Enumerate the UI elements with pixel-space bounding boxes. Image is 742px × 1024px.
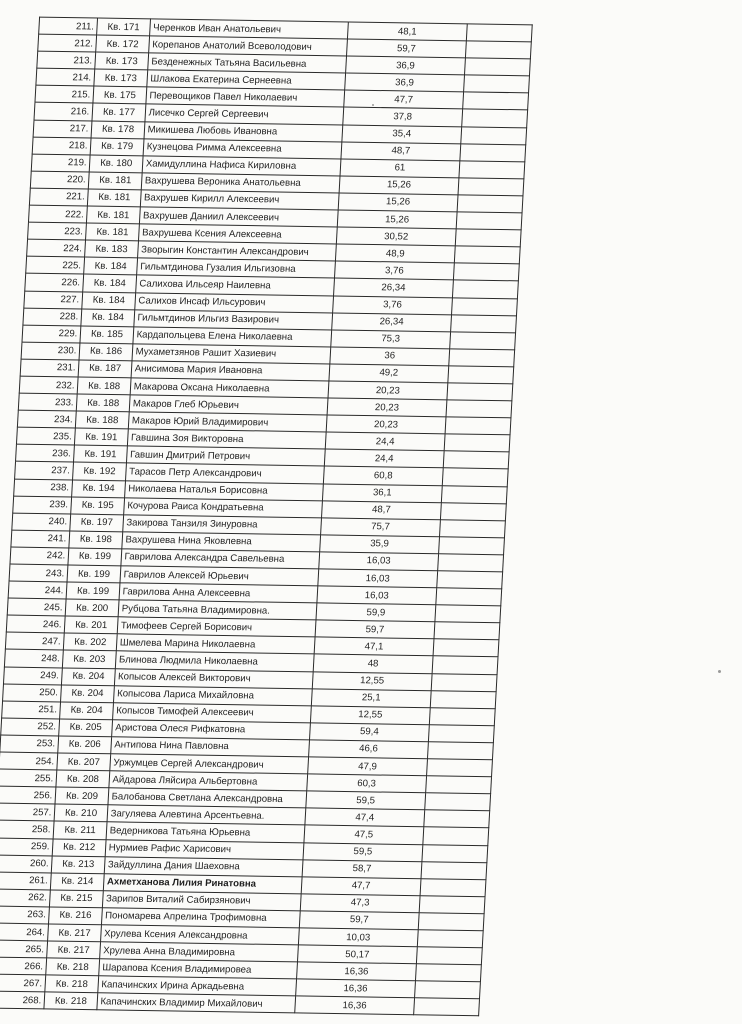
- empty-cell: [423, 827, 488, 845]
- apartment-cell: Кв. 184: [83, 274, 136, 292]
- owner-name-cell: Перевощиков Павел Николаевич: [146, 87, 345, 107]
- area-cell: 50,17: [297, 945, 418, 964]
- apartment-cell: Кв. 184: [84, 257, 137, 275]
- row-number: 231.: [20, 359, 79, 377]
- owner-name-cell: Гильмтдинова Гузалия Ильгизовна: [136, 258, 335, 278]
- empty-cell: [453, 280, 518, 298]
- row-number: 260.: [0, 855, 53, 873]
- row-number: 215.: [35, 86, 94, 104]
- row-number: 213.: [37, 51, 96, 69]
- empty-cell: [461, 126, 526, 144]
- area-cell: 16,03: [317, 569, 438, 588]
- owner-name-cell: Тимофеев Сергей Борисович: [117, 617, 316, 637]
- area-cell: 60,3: [306, 774, 427, 793]
- row-number: 220.: [30, 171, 89, 189]
- empty-cell: [436, 588, 501, 606]
- apartment-cell: Кв. 210: [54, 804, 107, 822]
- apartment-cell: Кв. 206: [58, 736, 111, 754]
- empty-cell: [463, 92, 528, 110]
- apartment-cell: Кв. 179: [91, 138, 144, 156]
- owner-name-cell: Черенков Иван Анатольевич: [149, 19, 348, 39]
- apartment-cell: Кв. 215: [50, 890, 103, 908]
- owner-name-cell: Тарасов Петр Александрович: [125, 463, 324, 483]
- scan-speck: [372, 104, 374, 106]
- owner-name-cell: Капачинских Владимир Михайлович: [97, 993, 296, 1013]
- area-cell: 26,34: [331, 313, 452, 332]
- row-number: 221.: [29, 188, 88, 206]
- row-number: 232.: [19, 376, 78, 394]
- row-number: 226.: [25, 274, 84, 292]
- row-number: 214.: [36, 68, 95, 86]
- owner-name-cell: Аристова Олеся Рифкатовна: [111, 720, 310, 740]
- row-number: 227.: [24, 291, 83, 309]
- apartment-cell: Кв. 188: [77, 394, 130, 412]
- area-cell: 47,4: [304, 808, 425, 827]
- row-number: 212.: [38, 34, 97, 52]
- empty-cell: [420, 896, 485, 914]
- area-cell: 3,76: [332, 295, 453, 314]
- empty-cell: [442, 485, 507, 503]
- owner-name-cell: Корепанов Анатолий Всеволодович: [148, 36, 347, 56]
- scan-speck: [718, 670, 721, 673]
- apartment-cell: Кв. 181: [86, 223, 139, 241]
- empty-cell: [433, 656, 498, 674]
- owner-name-cell: Загуляева Алевтина Арсентьевна.: [107, 805, 306, 825]
- row-number: 228.: [23, 308, 82, 326]
- area-cell: 20,23: [326, 415, 447, 434]
- owner-name-cell: Ахметханова Лилия Ринатовна: [103, 873, 302, 893]
- area-cell: 24,4: [325, 432, 446, 451]
- row-number: 223.: [28, 222, 87, 240]
- owner-name-cell: Шарапова Ксения Владимировеа: [98, 959, 297, 979]
- owner-name-cell: Гаврилова Александра Савельевна: [121, 549, 320, 569]
- empty-cell: [429, 725, 494, 743]
- empty-cell: [440, 520, 505, 538]
- row-number: 250.: [3, 684, 62, 702]
- empty-cell: [426, 776, 491, 794]
- empty-cell: [416, 964, 481, 982]
- apartment-cell: Кв. 209: [55, 787, 108, 805]
- apartment-cell: Кв. 216: [49, 907, 102, 925]
- row-number: 246.: [6, 615, 65, 633]
- area-cell: 12,55: [310, 706, 431, 725]
- apartment-cell: Кв. 212: [53, 838, 106, 856]
- empty-cell: [421, 861, 486, 879]
- empty-cell: [462, 109, 527, 127]
- owner-name-cell: Лисечко Сергей Сергеевич: [145, 104, 344, 124]
- area-cell: 47,3: [300, 894, 421, 913]
- row-number: 237.: [15, 462, 74, 480]
- row-number: 261.: [0, 872, 52, 890]
- row-number: 230.: [21, 342, 80, 360]
- empty-cell: [459, 161, 524, 179]
- empty-cell: [448, 366, 513, 384]
- area-cell: 26,34: [333, 278, 454, 297]
- owners-table: [0, 17, 533, 1017]
- empty-cell: [433, 639, 498, 657]
- empty-cell: [425, 793, 490, 811]
- empty-cell: [437, 571, 502, 589]
- owner-name-cell: Кардапольцева Елена Николаевна: [133, 327, 332, 347]
- owner-name-cell: Николаева Наталья Борисовна: [124, 480, 323, 500]
- area-cell: 59,5: [303, 842, 424, 861]
- row-number: 254.: [0, 752, 58, 770]
- area-cell: 35,4: [341, 125, 462, 144]
- apartment-cell: Кв. 217: [48, 924, 101, 942]
- empty-cell: [451, 314, 516, 332]
- empty-cell: [445, 434, 510, 452]
- owner-name-cell: Шлакова Екатерина Сернеевна: [146, 70, 345, 90]
- owner-name-cell: Безденежных Татьяна Васильевна: [147, 53, 346, 73]
- apartment-cell: Кв. 199: [67, 565, 120, 583]
- area-cell: 10,03: [298, 928, 419, 947]
- apartment-cell: Кв. 218: [44, 992, 97, 1010]
- owner-name-cell: Копысов Тимофей Алексеевич: [112, 703, 311, 723]
- owner-name-cell: Гавшин Дмитрий Петрович: [126, 446, 325, 466]
- empty-cell: [464, 75, 529, 93]
- empty-cell: [457, 195, 522, 213]
- empty-cell: [467, 24, 532, 42]
- apartment-cell: Кв. 218: [45, 975, 98, 993]
- owner-name-cell: Микишева Любовь Ивановна: [144, 121, 343, 141]
- owner-name-cell: Зарипов Виталий Сабирзянович: [102, 891, 301, 911]
- empty-cell: [443, 468, 508, 486]
- apartment-cell: Кв. 214: [51, 873, 104, 891]
- area-cell: 16,03: [316, 586, 437, 605]
- owner-name-cell: Хрулева Ксения Александровна: [100, 925, 299, 945]
- empty-cell: [431, 690, 496, 708]
- apartment-cell: Кв. 180: [90, 155, 143, 173]
- empty-cell: [455, 246, 520, 264]
- owner-name-cell: Салихова Ильсеяр Наилевна: [135, 275, 334, 295]
- apartment-cell: Кв. 199: [68, 548, 121, 566]
- row-number: 256.: [0, 786, 56, 804]
- area-cell: 25,1: [311, 689, 432, 708]
- owners-table-body: [0, 17, 532, 1016]
- row-number: 238.: [14, 479, 73, 497]
- owner-name-cell: Вахрушева Нина Яковлевна: [122, 532, 321, 552]
- area-cell: 48,9: [335, 244, 456, 263]
- owner-name-cell: Антипова Нина Павловна: [110, 737, 309, 757]
- area-cell: 36,9: [345, 56, 466, 75]
- empty-cell: [419, 913, 484, 931]
- area-cell: 3,76: [334, 261, 455, 280]
- apartment-cell: Кв. 181: [87, 206, 140, 224]
- owner-name-cell: Кочурова Раиса Кондратьевна: [123, 497, 322, 517]
- area-cell: 37,8: [342, 107, 463, 126]
- apartment-cell: Кв. 181: [89, 172, 142, 190]
- row-number: 267.: [0, 974, 46, 992]
- apartment-cell: Кв. 191: [75, 428, 128, 446]
- row-number: 252.: [1, 718, 60, 736]
- owner-name-cell: Кузнецова Римма Алексеевна: [143, 139, 342, 159]
- area-cell: 61: [340, 159, 461, 178]
- row-number: 217.: [33, 120, 92, 138]
- row-number: 247.: [5, 632, 64, 650]
- owner-name-cell: Ведерникова Татьяна Юрьевна: [106, 822, 305, 842]
- owner-name-cell: Балобанова Светлана Александровна: [108, 788, 307, 808]
- row-number: 262.: [0, 889, 51, 907]
- owner-name-cell: Вахрушева Вероника Анатольевна: [141, 173, 340, 193]
- apartment-cell: Кв. 218: [46, 958, 99, 976]
- owner-name-cell: Зайдуллина Дания Шаеховна: [104, 856, 303, 876]
- row-number: 253.: [0, 735, 59, 753]
- apartment-cell: Кв. 200: [66, 599, 119, 617]
- row-number: 224.: [27, 239, 86, 257]
- area-cell: 47,7: [343, 90, 464, 109]
- apartment-cell: Кв. 184: [82, 292, 135, 310]
- row-number: 244.: [8, 581, 67, 599]
- empty-cell: [447, 383, 512, 401]
- apartment-cell: Кв. 173: [94, 69, 147, 87]
- owner-name-cell: Шмелева Марина Николаевна: [116, 634, 315, 654]
- empty-cell: [427, 759, 492, 777]
- empty-cell: [435, 605, 500, 623]
- area-cell: 49,2: [328, 364, 449, 383]
- area-cell: 15,26: [337, 210, 458, 229]
- owner-name-cell: Анисимова Мария Ивановна: [131, 361, 330, 381]
- area-cell: 16,36: [295, 979, 416, 998]
- area-cell: 48: [313, 654, 434, 673]
- area-cell: 15,26: [339, 176, 460, 195]
- empty-cell: [444, 451, 509, 469]
- area-cell: 46,6: [308, 740, 429, 759]
- empty-cell: [432, 673, 497, 691]
- area-cell: 59,5: [305, 791, 426, 810]
- area-cell: 59,7: [299, 911, 420, 930]
- empty-cell: [456, 229, 521, 247]
- owner-name-cell: Нурмиев Рафис Харисович: [105, 839, 304, 859]
- row-number: 235.: [16, 427, 75, 445]
- empty-cell: [424, 810, 489, 828]
- apartment-cell: Кв. 198: [69, 531, 122, 549]
- empty-cell: [430, 708, 495, 726]
- owner-name-cell: Гильмтдинов Ильгиз Вазирович: [134, 309, 333, 329]
- owner-name-cell: Хрулева Анна Владимировна: [99, 942, 298, 962]
- row-number: 259.: [0, 838, 54, 856]
- owner-name-cell: Макарова Оксана Николаевна: [130, 378, 329, 398]
- owner-name-cell: Макаров Юрий Владимирович: [128, 412, 327, 432]
- area-cell: 59,7: [315, 620, 436, 639]
- empty-cell: [458, 178, 523, 196]
- apartment-cell: Кв. 197: [70, 514, 123, 532]
- row-number: 251.: [2, 701, 61, 719]
- area-cell: 16,03: [318, 552, 439, 571]
- row-number: 264.: [0, 923, 49, 941]
- empty-cell: [414, 998, 479, 1016]
- row-number: 225.: [26, 256, 85, 274]
- empty-cell: [466, 41, 531, 59]
- empty-cell: [434, 622, 499, 640]
- empty-cell: [415, 981, 480, 999]
- apartment-cell: Кв. 204: [61, 685, 114, 703]
- apartment-cell: Кв. 171: [97, 18, 150, 36]
- owner-name-cell: Мухаметзянов Рашит Хазиевич: [132, 344, 331, 364]
- row-number: 211.: [39, 17, 98, 35]
- row-number: 248.: [4, 650, 63, 668]
- area-cell: 47,7: [301, 877, 422, 896]
- apartment-cell: Кв. 183: [85, 240, 138, 258]
- area-cell: 16,36: [294, 996, 415, 1015]
- area-cell: 48,1: [347, 22, 468, 41]
- area-cell: 47,5: [303, 825, 424, 844]
- area-cell: 59,4: [309, 723, 430, 742]
- row-number: 241.: [11, 530, 70, 548]
- area-cell: 59,9: [315, 603, 436, 622]
- apartment-cell: Кв. 188: [76, 411, 129, 429]
- area-cell: 12,55: [312, 671, 433, 690]
- apartment-cell: Кв. 202: [64, 633, 117, 651]
- row-number: 233.: [18, 393, 77, 411]
- empty-cell: [457, 212, 522, 230]
- apartment-cell: Кв. 191: [74, 445, 127, 463]
- row-number: 263.: [0, 906, 50, 924]
- area-cell: 36,1: [322, 483, 443, 502]
- empty-cell: [422, 844, 487, 862]
- owner-name-cell: Гаврилова Анна Алексеевна: [119, 583, 318, 603]
- empty-cell: [465, 58, 530, 76]
- row-number: 229.: [22, 325, 81, 343]
- owner-name-cell: Копысов Алексей Викторович: [114, 668, 313, 688]
- owner-name-cell: Рубцова Татьяна Владимировна.: [118, 600, 317, 620]
- apartment-cell: Кв. 177: [92, 104, 145, 122]
- row-number: 242.: [10, 547, 69, 565]
- area-cell: 35,9: [319, 535, 440, 554]
- owner-name-cell: Вахрушев Даниил Алексеевич: [139, 207, 338, 227]
- row-number: 255.: [0, 769, 57, 787]
- apartment-cell: Кв. 181: [88, 189, 141, 207]
- empty-cell: [418, 930, 483, 948]
- apartment-cell: Кв. 192: [73, 462, 126, 480]
- area-cell: 30,52: [336, 227, 457, 246]
- area-cell: 24,4: [324, 449, 445, 468]
- apartment-cell: Кв. 204: [62, 668, 115, 686]
- empty-cell: [449, 349, 514, 367]
- row-number: 236.: [16, 444, 75, 462]
- row-number: 266.: [0, 957, 47, 975]
- empty-cell: [446, 400, 511, 418]
- apartment-cell: Кв. 187: [79, 360, 132, 378]
- area-cell: 36: [329, 347, 450, 366]
- row-number: 216.: [34, 103, 93, 121]
- owner-name-cell: Закирова Танзиля Зинуровна: [122, 515, 321, 535]
- row-number: 219.: [31, 154, 90, 172]
- apartment-cell: Кв. 204: [60, 702, 113, 720]
- area-cell: 47,9: [307, 757, 428, 776]
- owner-name-cell: Копысова Лариса Михайловна: [113, 685, 312, 705]
- empty-cell: [428, 742, 493, 760]
- empty-cell: [417, 947, 482, 965]
- owner-name-cell: Вахрушева Ксения Алексеевна: [138, 224, 337, 244]
- area-cell: 20,23: [327, 398, 448, 417]
- area-cell: 36,9: [344, 73, 465, 92]
- owner-name-cell: Блинова Людмила Николаевна: [115, 651, 314, 671]
- owner-name-cell: Гаврилов Алексей Юрьевич: [120, 566, 319, 586]
- apartment-cell: Кв. 178: [91, 121, 144, 139]
- empty-cell: [420, 878, 485, 896]
- empty-cell: [460, 144, 525, 162]
- row-number: 249.: [3, 667, 62, 685]
- row-number: 234.: [17, 410, 76, 428]
- apartment-cell: Кв. 211: [54, 821, 107, 839]
- owner-name-cell: Уржумцев Сергей Александрович: [109, 754, 308, 774]
- empty-cell: [441, 502, 506, 520]
- row-number: 265.: [0, 940, 48, 958]
- apartment-cell: Кв. 217: [47, 941, 100, 959]
- row-number: 239.: [13, 496, 72, 514]
- apartment-cell: Кв. 186: [79, 343, 132, 361]
- apartment-cell: Кв. 194: [72, 480, 125, 498]
- area-cell: 60,8: [323, 466, 444, 485]
- apartment-cell: Кв. 207: [57, 753, 110, 771]
- apartment-cell: Кв. 173: [95, 52, 148, 70]
- row-number: 240.: [12, 513, 71, 531]
- area-cell: 48,7: [340, 142, 461, 161]
- apartment-cell: Кв. 188: [78, 377, 131, 395]
- area-cell: 75,3: [330, 330, 451, 349]
- owner-name-cell: Салихов Инсаф Ильсурович: [134, 292, 333, 312]
- row-number: 222.: [28, 205, 87, 223]
- area-cell: 20,23: [328, 381, 449, 400]
- owner-name-cell: Хамидуллина Нафиса Кириловна: [142, 156, 341, 176]
- area-cell: 47,1: [314, 637, 435, 656]
- area-cell: 75,7: [320, 518, 441, 537]
- empty-cell: [438, 554, 503, 572]
- owner-name-cell: Гавшина Зоя Викторовна: [127, 429, 326, 449]
- area-cell: 58,7: [302, 859, 423, 878]
- empty-cell: [454, 263, 519, 281]
- area-cell: 59,7: [346, 39, 467, 58]
- area-cell: 48,7: [321, 501, 442, 520]
- apartment-cell: Кв. 195: [71, 497, 124, 515]
- apartment-cell: Кв. 185: [80, 326, 133, 344]
- owner-name-cell: Вахрушев Кирилл Алексеевич: [140, 190, 339, 210]
- apartment-cell: Кв. 213: [52, 856, 105, 874]
- row-number: 268.: [0, 991, 45, 1009]
- row-number: 258.: [0, 820, 54, 838]
- apartment-cell: Кв. 201: [65, 616, 118, 634]
- owner-name-cell: Айдарова Ляйсира Альбертовна: [109, 771, 308, 791]
- apartment-cell: Кв. 172: [96, 35, 149, 53]
- owner-name-cell: Макаров Глеб Юрьевич: [129, 395, 328, 415]
- empty-cell: [450, 332, 515, 350]
- empty-cell: [452, 297, 517, 315]
- apartment-cell: Кв. 199: [67, 582, 120, 600]
- apartment-cell: Кв. 203: [63, 650, 116, 668]
- apartment-cell: Кв. 208: [56, 770, 109, 788]
- row-number: 243.: [9, 564, 68, 582]
- area-cell: 16,36: [296, 962, 417, 981]
- row-number: 218.: [32, 137, 91, 155]
- owner-name-cell: Капачинских Ирина Аркадьевна: [97, 976, 296, 996]
- apartment-cell: Кв. 184: [81, 309, 134, 327]
- owner-name-cell: Пономарева Апрелина Трофимовна: [101, 908, 300, 928]
- empty-cell: [439, 537, 504, 555]
- area-cell: 15,26: [338, 193, 459, 212]
- apartment-cell: Кв. 175: [93, 86, 146, 104]
- row-number: 245.: [7, 598, 66, 616]
- apartment-cell: Кв. 205: [59, 719, 112, 737]
- row-number: 257.: [0, 803, 55, 821]
- empty-cell: [445, 417, 510, 435]
- owner-name-cell: Зворыгин Константин Александрович: [137, 241, 336, 261]
